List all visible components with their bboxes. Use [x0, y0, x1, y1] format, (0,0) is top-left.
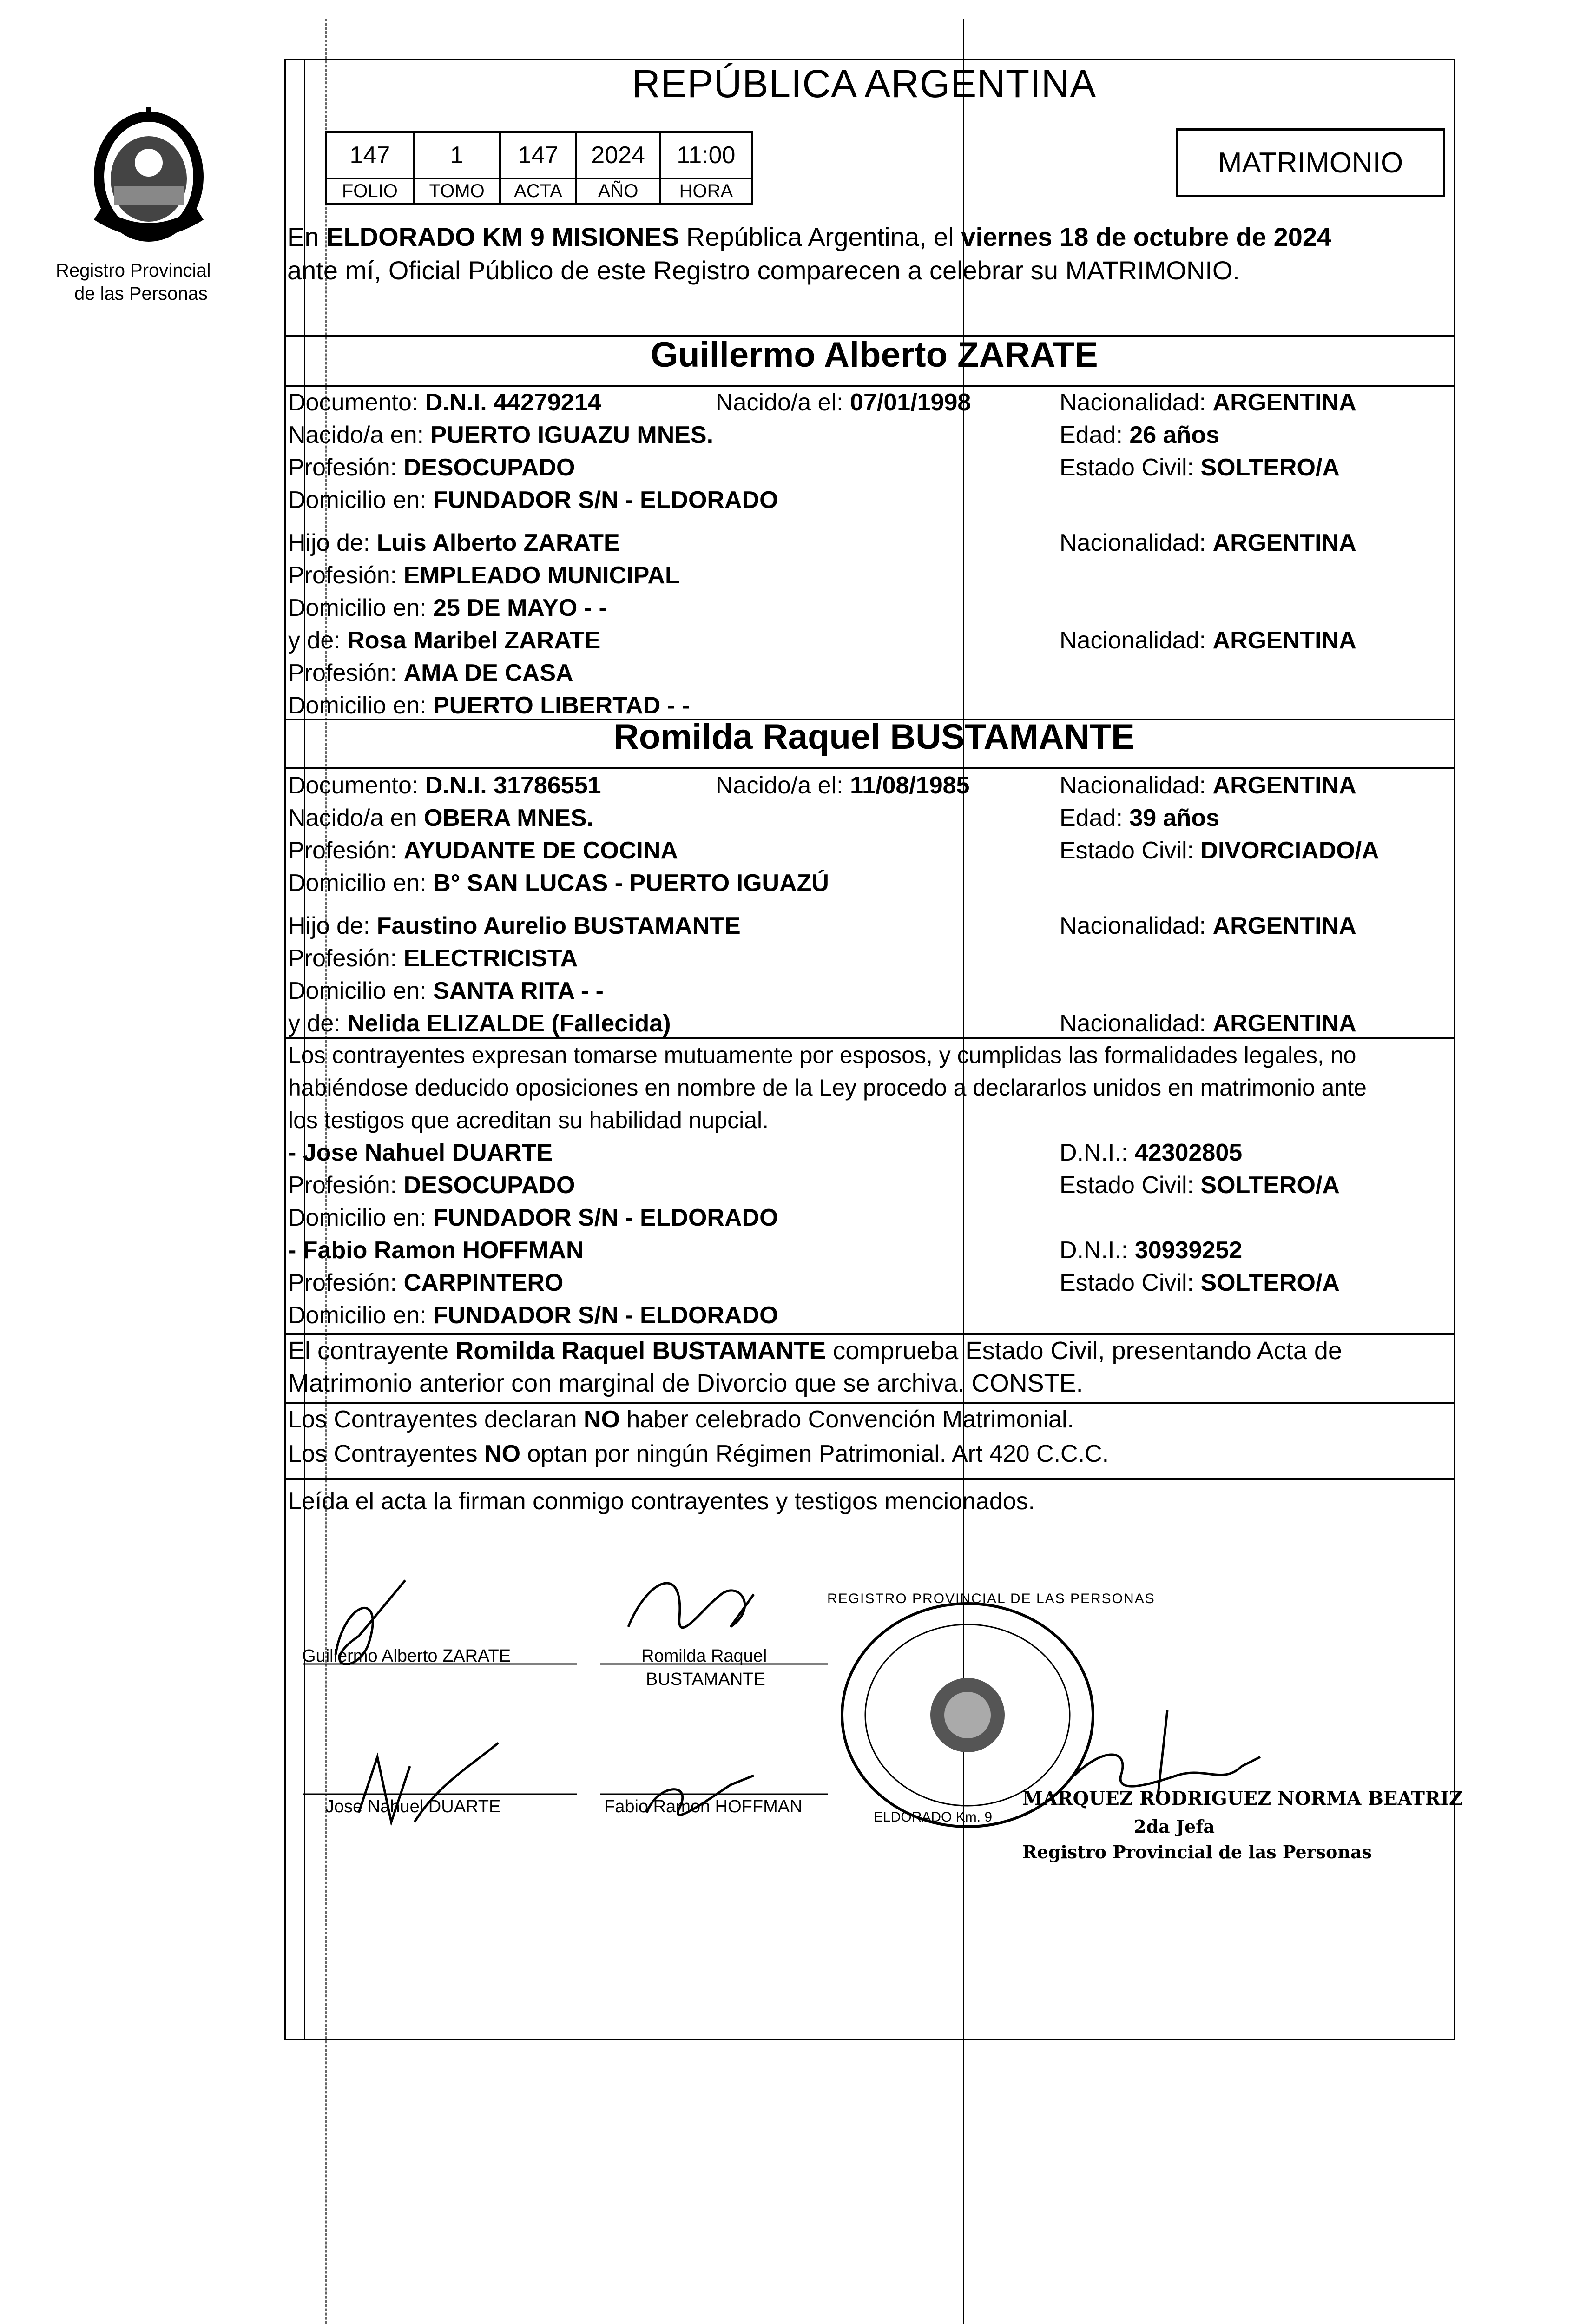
person2-civil: Estado Civil: DIVORCIADO/A [1060, 837, 1379, 864]
seal-bottom-text: ELDORADO Km. 9 [874, 1809, 993, 1825]
official-office: Registro Provincial de las Personas [1022, 1842, 1372, 1862]
signature-1-label: Guillermo Alberto ZARATE [302, 1646, 511, 1666]
acta-label: ACTA [500, 178, 576, 204]
witness1-name: - Jose Nahuel DUARTE [288, 1139, 553, 1166]
divider [284, 1037, 1455, 1039]
person1-father-nat: Nacionalidad: ARGENTINA [1060, 529, 1356, 556]
folio-value: 147 [326, 132, 414, 178]
registry-name-line1: Registro Provincial [56, 260, 211, 281]
divider [284, 385, 1455, 387]
witness2-addr: Domicilio en: FUNDADOR S/N - ELDORADO [288, 1302, 778, 1329]
witness1-addr: Domicilio en: FUNDADOR S/N - ELDORADO [288, 1204, 778, 1231]
official-name: MARQUEZ RODRIGUEZ NORMA BEATRIZ [1022, 1788, 1463, 1809]
person1-mother-prof: Profesión: AMA DE CASA [288, 660, 573, 687]
tomo-value: 1 [414, 132, 500, 178]
person2-place: Nacido/a en OBERA MNES. [288, 805, 593, 832]
registry-name-line2: de las Personas [74, 284, 208, 304]
person1-mother-nat: Nacionalidad: ARGENTINA [1060, 627, 1356, 654]
person2-name: Romilda Raquel BUSTAMANTE [613, 717, 1135, 757]
divider [284, 1478, 1455, 1480]
anio-label: AÑO [576, 178, 660, 204]
person2-father-nat: Nacionalidad: ARGENTINA [1060, 912, 1356, 939]
person1-place: Nacido/a en: PUERTO IGUAZU MNES. [288, 422, 714, 449]
anio-value: 2024 [576, 132, 660, 178]
intro-place: ELDORADO KM 9 MISIONES [326, 222, 679, 251]
hora-value: 11:00 [660, 132, 752, 178]
person2-mother-nat: Nacionalidad: ARGENTINA [1060, 1010, 1356, 1037]
witness1-prof: Profesión: DESOCUPADO [288, 1172, 575, 1199]
declaration-line3: los testigos que acreditan su habilidad nupcial. [288, 1107, 769, 1133]
signature-official-scribble [1074, 1710, 1260, 1794]
closing-text: Leída el acta la firman conmigo contrayentes y testigos mencionados. [288, 1488, 1035, 1515]
registry-logo [79, 93, 218, 251]
declaration-line1: Los contrayentes expresan tomarse mutuamente por esposos, y cumplidas las formalidades legales, no [288, 1042, 1356, 1068]
page-title: REPÚBLICA ARGENTINA [632, 62, 1097, 106]
divider [284, 1402, 1455, 1404]
person1-prof: Profesión: DESOCUPADO [288, 454, 575, 481]
person2-age: Edad: 39 años [1060, 805, 1219, 832]
act-number-table [325, 131, 753, 209]
convention-line2: Los Contrayentes NO optan por ningún Régimen Patrimonial. Art 420 C.C.C. [288, 1440, 1109, 1467]
seal-text: REGISTRO PROVINCIAL DE LAS PERSONAS [827, 1591, 1155, 1606]
tomo-label: TOMO [414, 178, 500, 204]
person2-father-addr: Domicilio en: SANTA RITA - - [288, 977, 604, 1004]
divider [284, 1333, 1455, 1335]
person2-doc: Documento: D.N.I. 31786551 [288, 772, 601, 799]
person1-mother: y de: Rosa Maribel ZARATE [288, 627, 601, 654]
declaration-line2: habiéndose deducido oposiciones en nombre de la Ley procedo a declararlos unidos en matrimonio ante [288, 1075, 1367, 1101]
act-type-box: MATRIMONIO [1176, 128, 1445, 197]
convention-line1: Los Contrayentes declaran NO haber celebrado Convención Matrimonial. [288, 1406, 1074, 1433]
person1-father: Hijo de: Luis Alberto ZARATE [288, 529, 620, 556]
signature-2-label-b: BUSTAMANTE [646, 1670, 765, 1689]
person1-nat: Nacionalidad: ARGENTINA [1060, 389, 1356, 416]
hora-label: HORA [660, 178, 752, 204]
person2-addr: Domicilio en: B° SAN LUCAS - PUERTO IGUAZÚ [288, 870, 829, 897]
person2-mother: y de: Nelida ELIZALDE (Fallecida) [288, 1010, 671, 1037]
witness2-prof: Profesión: CARPINTERO [288, 1269, 564, 1296]
intro-date: viernes 18 de octubre de 2024 [961, 222, 1332, 251]
signature-2-scribble [628, 1583, 754, 1628]
intro-line1 [287, 223, 1331, 251]
folio-label: FOLIO [326, 178, 414, 204]
misiones-coat-of-arms-icon [79, 93, 218, 251]
signature-3-label: Jose Nahuel DUARTE [325, 1797, 501, 1816]
person1-born: Nacido/a el: 07/01/1998 [716, 389, 971, 416]
person1-name: Guillermo Alberto ZARATE [651, 335, 1098, 375]
person2-born: Nacido/a el: 11/08/1985 [716, 772, 970, 799]
person2-prof: Profesión: AYUDANTE DE COCINA [288, 837, 678, 864]
person2-nat: Nacionalidad: ARGENTINA [1060, 772, 1356, 799]
intro-en: En [287, 222, 319, 251]
person2-father-prof: Profesión: ELECTRICISTA [288, 945, 578, 972]
official-role: 2da Jefa [1134, 1816, 1215, 1837]
person1-age: Edad: 26 años [1060, 422, 1219, 449]
person1-father-prof: Profesión: EMPLEADO MUNICIPAL [288, 562, 680, 589]
person1-mother-addr: Domicilio en: PUERTO LIBERTAD - - [288, 692, 690, 719]
witness2-name: - Fabio Ramon HOFFMAN [288, 1237, 584, 1264]
intro-line2: ante mí, Oficial Público de este Registro comparecen a celebrar su MATRIMONIO. [287, 256, 1240, 285]
witness2-civil: Estado Civil: SOLTERO/A [1060, 1269, 1340, 1296]
signature-4-label: Fabio Ramon HOFFMAN [604, 1797, 803, 1816]
divider [284, 767, 1455, 769]
person2-father: Hijo de: Faustino Aurelio BUSTAMANTE [288, 912, 741, 939]
intro-mid: República Argentina, el [686, 222, 954, 251]
witness2-dni: D.N.I.: 30939252 [1060, 1237, 1243, 1264]
witness1-civil: Estado Civil: SOLTERO/A [1060, 1172, 1340, 1199]
person1-father-addr: Domicilio en: 25 DE MAYO - - [288, 594, 607, 621]
note-line2: Matrimonio anterior con marginal de Divorcio que se archiva. CONSTE. [288, 1369, 1083, 1397]
person1-civil: Estado Civil: SOLTERO/A [1060, 454, 1340, 481]
person1-doc: Documento: D.N.I. 44279214 [288, 389, 601, 416]
note-line1: El contrayente Romilda Raquel BUSTAMANTE comprueba Estado Civil, presentando Acta de [288, 1337, 1342, 1365]
witness1-dni: D.N.I.: 42302805 [1060, 1139, 1243, 1166]
signature-2-label-a: Romilda Raquel [641, 1646, 767, 1666]
acta-value: 147 [500, 132, 576, 178]
person1-addr: Domicilio en: FUNDADOR S/N - ELDORADO [288, 487, 778, 514]
